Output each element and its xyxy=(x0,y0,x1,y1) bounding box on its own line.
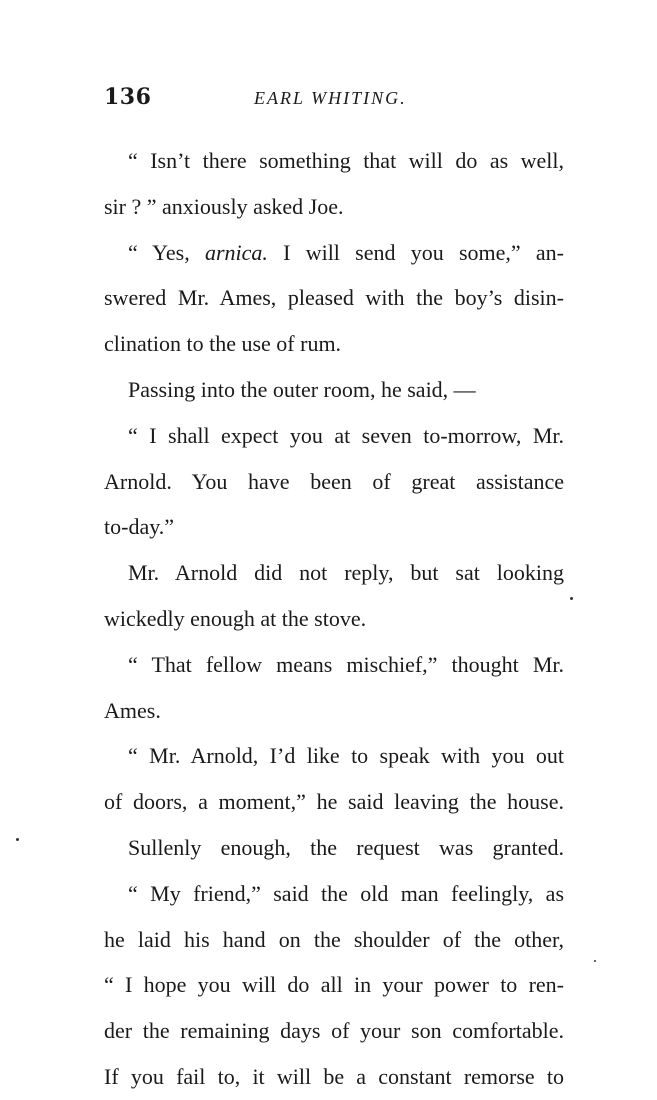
text-line: Sullenly enough, the request was granted. xyxy=(128,834,564,860)
text-line: “ I hope you will do all in your power to ren- xyxy=(104,972,564,998)
text-line: clination to the use of rum. xyxy=(104,331,342,357)
text-line: “ Mr. Arnold, I’d like to speak with you out xyxy=(128,743,564,769)
paper-speck xyxy=(570,597,573,600)
paper-speck xyxy=(16,838,19,841)
text-line: swered Mr. Ames, pleased with the boy’s disin- xyxy=(104,285,564,311)
text-line: Mr. Arnold did not reply, but sat looking xyxy=(128,560,564,586)
text-line-arnica xyxy=(104,230,564,276)
text-line: to-day.” xyxy=(104,514,175,540)
running-head: EARL WHITING. xyxy=(254,88,407,108)
text-line: he laid his hand on the shoulder of the other, xyxy=(104,926,564,952)
page-header xyxy=(104,84,564,114)
text-line: “ Isn’t there something that will do as well, xyxy=(128,148,564,173)
text-line: Passing into the outer room, he said, — xyxy=(128,376,476,402)
text-segment: I will send you some,” an- xyxy=(267,239,564,265)
text-line: der the remaining days of your son comfortable. xyxy=(104,1018,564,1044)
text-line: Ames. xyxy=(104,697,161,723)
text-line: “ My friend,” said the old man feelingly, as xyxy=(128,880,564,906)
text-line: “ I shall expect you at seven to-morrow, Mr. xyxy=(128,422,564,448)
body-text xyxy=(104,138,564,1100)
text-line: sir ? ” anxiously asked Joe. xyxy=(104,193,344,219)
text-line: “ That fellow means mischief,” thought Mr. xyxy=(128,651,564,677)
text-line: wickedly enough at the stove. xyxy=(104,605,367,631)
italic-word: arnica. xyxy=(204,239,268,265)
text-segment: “ Yes, xyxy=(128,239,205,265)
page-number: 136 xyxy=(104,84,152,110)
text-line: Arnold. You have been of great assistance xyxy=(104,468,564,494)
text-line: If you fail to, it will be a constant remorse to xyxy=(104,1063,564,1089)
text-line: of doors, a moment,” he said leaving the house. xyxy=(104,789,564,815)
paper-speck xyxy=(594,960,596,962)
